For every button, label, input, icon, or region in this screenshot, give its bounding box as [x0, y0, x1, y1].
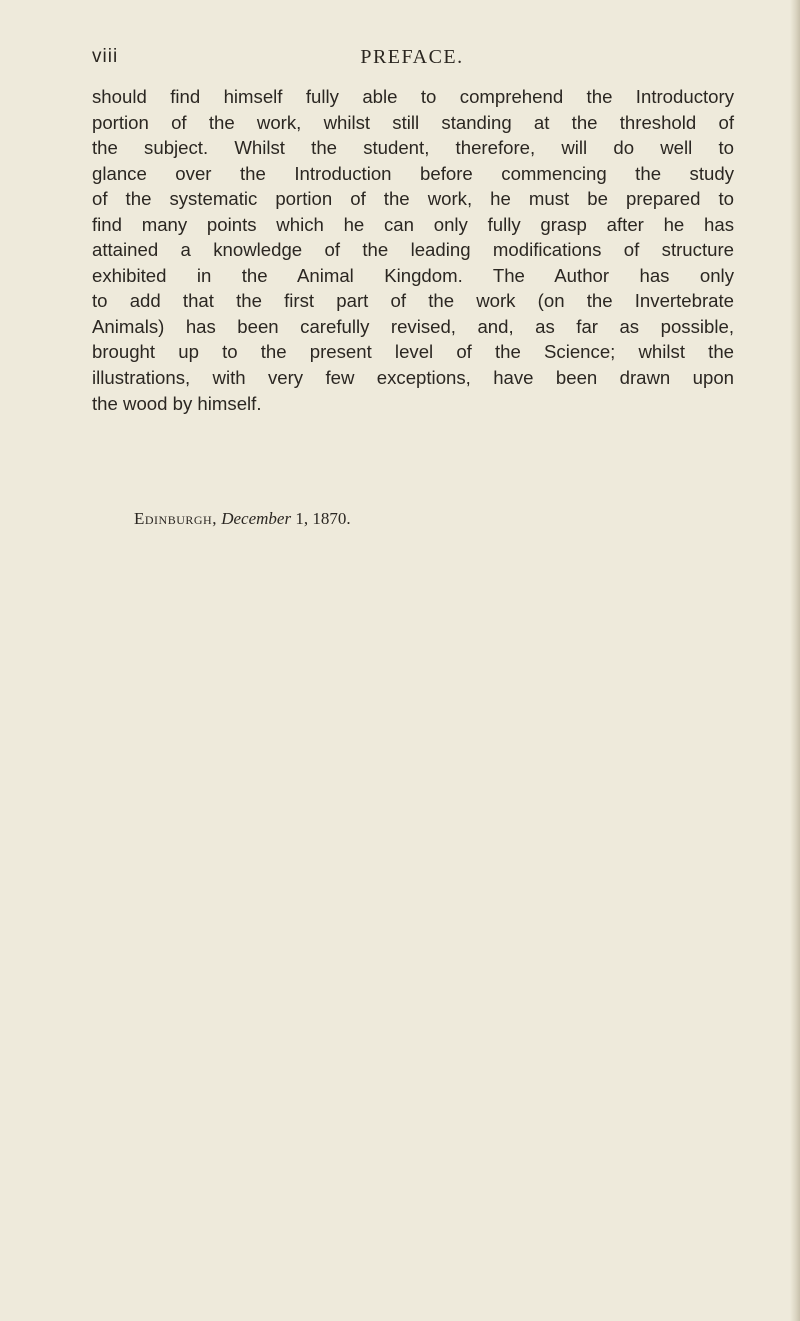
running-head	[92, 46, 732, 76]
page-edge	[790, 0, 800, 1321]
text-line: the wood by himself.	[92, 392, 262, 414]
preface-paragraph	[92, 84, 734, 416]
text-line: glance over the Introduction before commencing the study	[92, 162, 734, 184]
dateline-month: December	[221, 509, 292, 528]
dateline	[134, 509, 351, 529]
text-line: Animals) has been carefully revised, and, as far as possible,	[92, 315, 734, 337]
dateline-date: 1, 1870.	[291, 509, 351, 528]
page-number: viii	[92, 46, 119, 67]
running-title: PREFACE.	[360, 46, 464, 68]
text-line: to add that the first part of the work (on the Invertebrate	[92, 290, 734, 312]
text-line: should find himself fully able to comprehend the Introductory	[92, 86, 734, 107]
text-line: the subject. Whilst the student, therefore, will do well to	[92, 137, 734, 159]
text-line: portion of the work, whilst still standing at the threshold of	[92, 111, 734, 133]
dateline-place: Edinburgh,	[134, 509, 217, 528]
text-line: find many points which he can only fully grasp after he has	[92, 213, 734, 235]
text-line: of the systematic portion of the work, he must be prepared to	[92, 188, 734, 210]
text-line: illustrations, with very few exceptions, have been drawn upon	[92, 367, 734, 389]
text-line: attained a knowledge of the leading modifications of structure	[92, 239, 734, 261]
text-line: exhibited in the Animal Kingdom. The Author has only	[92, 264, 734, 286]
text-line: brought up to the present level of the Science; whilst the	[92, 341, 734, 363]
